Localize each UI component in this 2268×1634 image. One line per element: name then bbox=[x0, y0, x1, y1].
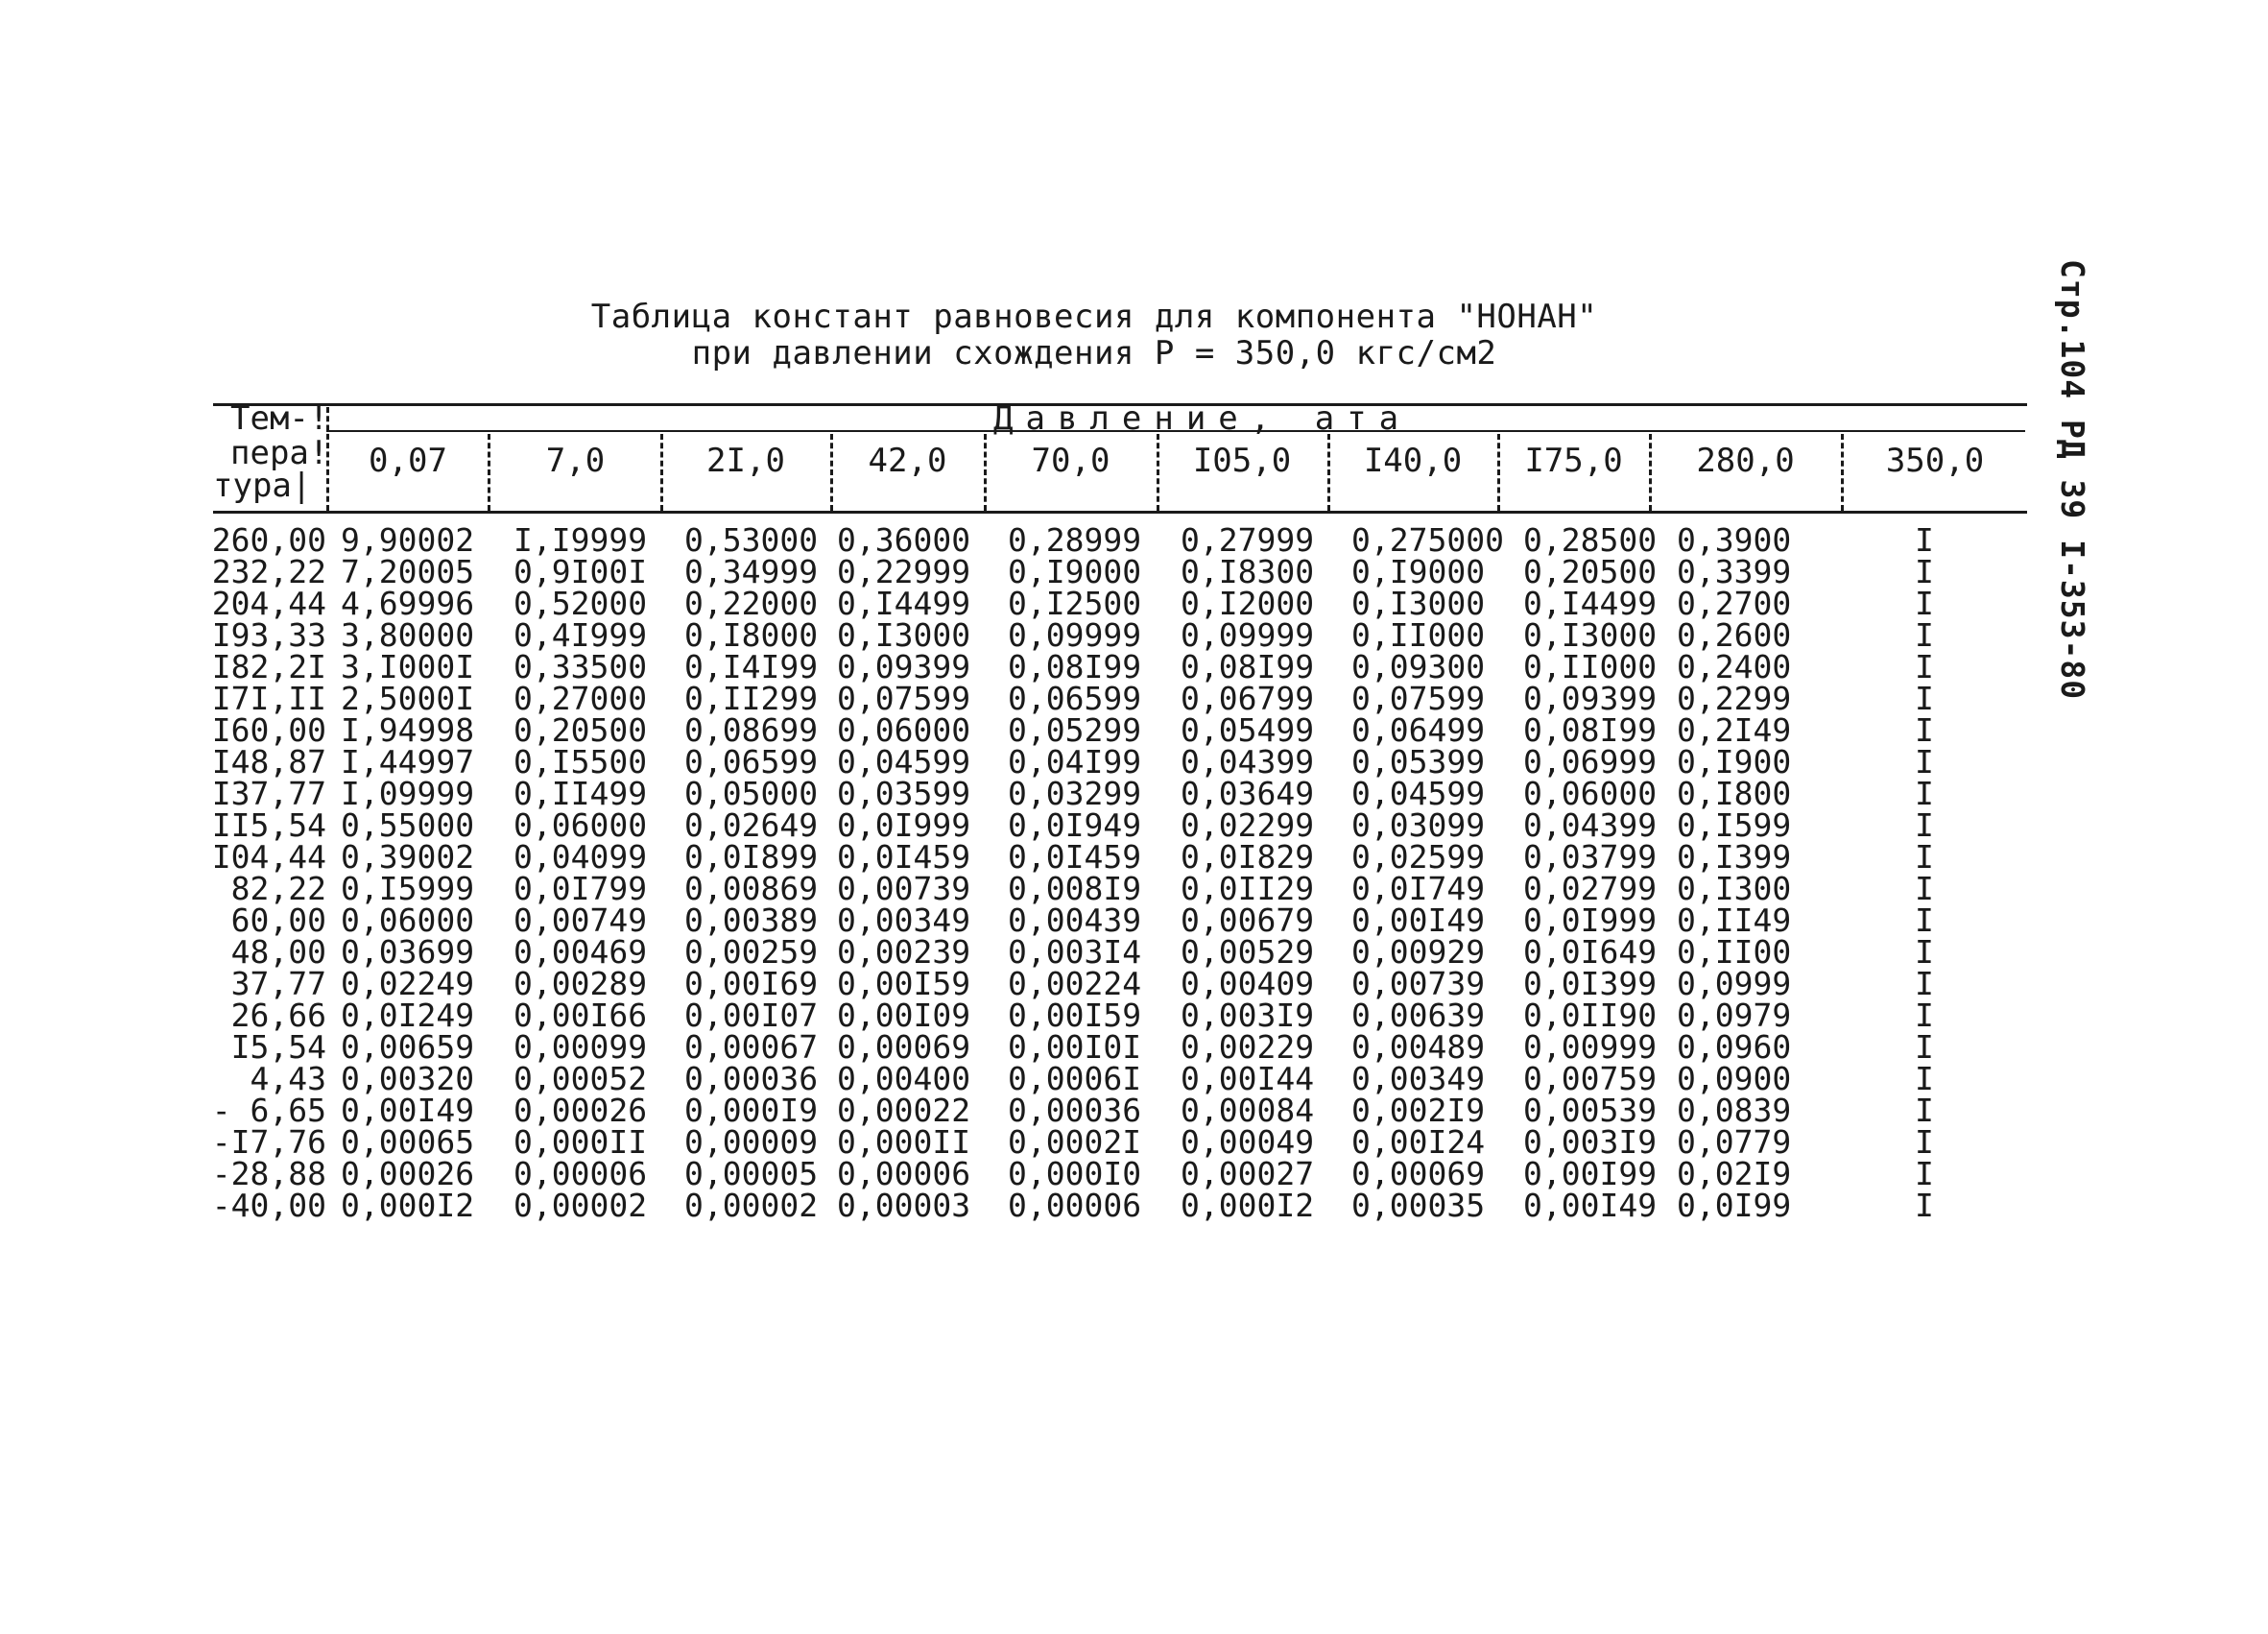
column-header: 0,07 bbox=[369, 442, 447, 480]
value-cell: 0,I5999 bbox=[341, 870, 475, 907]
value-cell: 0,05399 bbox=[1351, 743, 1486, 781]
value-cell: 0,000I2 bbox=[1181, 1187, 1315, 1224]
value-cell: I bbox=[1915, 680, 1934, 717]
value-cell: 0,00006 bbox=[513, 1155, 648, 1192]
value-cell: 0,2600 bbox=[1677, 616, 1792, 654]
value-cell: 0,05000 bbox=[684, 775, 819, 812]
value-cell: 0,I800 bbox=[1677, 775, 1792, 812]
value-cell: 0,000I2 bbox=[341, 1187, 475, 1224]
value-cell: I bbox=[1915, 743, 1934, 781]
value-cell: 0,0I459 bbox=[837, 838, 971, 876]
value-cell: 0,003I4 bbox=[1008, 933, 1142, 971]
value-cell: I bbox=[1915, 965, 1934, 1002]
value-cell: 0,2400 bbox=[1677, 648, 1792, 685]
value-cell: I bbox=[1915, 997, 1934, 1034]
temperature-cell: I5,54 bbox=[230, 1028, 326, 1066]
value-cell: 0,02649 bbox=[684, 806, 819, 844]
value-cell: 0,II299 bbox=[684, 680, 819, 717]
value-cell: 0,0I899 bbox=[684, 838, 819, 876]
value-cell: 0,0979 bbox=[1677, 997, 1792, 1034]
value-cell: I bbox=[1915, 838, 1934, 876]
value-cell: I bbox=[1915, 585, 1934, 622]
value-cell: 0,003I9 bbox=[1181, 997, 1315, 1034]
value-cell: 0,00224 bbox=[1008, 965, 1142, 1002]
value-cell: I bbox=[1915, 1123, 1934, 1161]
value-cell: 0,02799 bbox=[1523, 870, 1658, 907]
value-cell: 0,06000 bbox=[1523, 775, 1658, 812]
value-cell: 0,I9000 bbox=[1008, 553, 1142, 590]
value-cell: 0,4I999 bbox=[513, 616, 648, 654]
value-cell: 0,09399 bbox=[1523, 680, 1658, 717]
value-cell: 0,I3000 bbox=[1351, 585, 1486, 622]
value-cell: I,I9999 bbox=[513, 521, 648, 559]
value-cell: 0,52000 bbox=[513, 585, 648, 622]
value-cell: I bbox=[1915, 1092, 1934, 1129]
value-cell: 0,00I07 bbox=[684, 997, 819, 1034]
value-cell: 0,003I9 bbox=[1523, 1123, 1658, 1161]
value-cell: 0,03299 bbox=[1008, 775, 1142, 812]
value-cell: 0,0II90 bbox=[1523, 997, 1658, 1034]
value-cell: 0,000II bbox=[837, 1123, 971, 1161]
value-cell: 3,I000I bbox=[341, 648, 475, 685]
value-cell: I bbox=[1915, 616, 1934, 654]
value-cell: 0,00I0I bbox=[1008, 1028, 1142, 1066]
value-cell: I bbox=[1915, 711, 1934, 749]
value-cell: 0,I2000 bbox=[1181, 585, 1315, 622]
temperature-cell: 82,22 bbox=[230, 870, 326, 907]
value-cell: 0,00349 bbox=[837, 901, 971, 939]
temperature-cell: I48,87 bbox=[211, 743, 326, 781]
column-header: 42,0 bbox=[868, 442, 947, 480]
value-cell: 0,20500 bbox=[1523, 553, 1658, 590]
value-cell: 0,0I459 bbox=[1008, 838, 1142, 876]
value-cell: 0,275000 bbox=[1351, 521, 1504, 559]
pressure-header: Давление, ата bbox=[993, 399, 1412, 438]
value-cell: 0,00I24 bbox=[1351, 1123, 1486, 1161]
value-cell: 0,06599 bbox=[1008, 680, 1142, 717]
temperature-cell: I7I,II bbox=[211, 680, 326, 717]
temperature-cell: II5,54 bbox=[211, 806, 326, 844]
header-bottom-rule bbox=[213, 511, 2027, 514]
value-cell: 0,0900 bbox=[1677, 1060, 1792, 1097]
value-cell: 0,36000 bbox=[837, 521, 971, 559]
value-cell: 0,00229 bbox=[1181, 1028, 1315, 1066]
value-cell: 0,00I44 bbox=[1181, 1060, 1315, 1097]
column-header: I40,0 bbox=[1363, 442, 1463, 480]
temperature-cell: 37,77 bbox=[230, 965, 326, 1002]
value-cell: I,44997 bbox=[341, 743, 475, 781]
value-cell: 0,00320 bbox=[341, 1060, 475, 1097]
value-cell: 0,06799 bbox=[1181, 680, 1315, 717]
value-cell: 0,I4499 bbox=[1523, 585, 1658, 622]
value-cell: 0,00489 bbox=[1351, 1028, 1486, 1066]
temperature-cell: -28,88 bbox=[211, 1155, 326, 1192]
value-cell: 0,I399 bbox=[1677, 838, 1792, 876]
value-cell: 0,06000 bbox=[341, 901, 475, 939]
value-cell: 0,00036 bbox=[1008, 1092, 1142, 1129]
value-cell: I bbox=[1915, 901, 1934, 939]
value-cell: 0,00659 bbox=[341, 1028, 475, 1066]
value-cell: 0,09399 bbox=[837, 648, 971, 685]
value-cell: 0,00065 bbox=[341, 1123, 475, 1161]
value-cell: 0,09999 bbox=[1181, 616, 1315, 654]
value-cell: 0,00749 bbox=[513, 901, 648, 939]
value-cell: 0,00002 bbox=[684, 1187, 819, 1224]
value-cell: 0,0I399 bbox=[1523, 965, 1658, 1002]
value-cell: 0,06000 bbox=[837, 711, 971, 749]
value-cell: 0,00099 bbox=[513, 1028, 648, 1066]
value-cell: 0,I3000 bbox=[837, 616, 971, 654]
value-cell: 0,0I249 bbox=[341, 997, 475, 1034]
value-cell: 0,00I59 bbox=[1008, 997, 1142, 1034]
page-reference-label: Стр.104 РД 39 I-353-80 bbox=[2054, 259, 2091, 701]
value-cell: 0,0I649 bbox=[1523, 933, 1658, 971]
value-cell: 0,00084 bbox=[1181, 1092, 1315, 1129]
value-cell: 0,I599 bbox=[1677, 806, 1792, 844]
value-cell: 0,002I9 bbox=[1351, 1092, 1486, 1129]
value-cell: 0,00I69 bbox=[684, 965, 819, 1002]
temperature-cell: I82,2I bbox=[211, 648, 326, 685]
value-cell: 0,00679 bbox=[1181, 901, 1315, 939]
value-cell: 0,00067 bbox=[684, 1028, 819, 1066]
temperature-cell: I93,33 bbox=[211, 616, 326, 654]
value-cell: 0,04599 bbox=[837, 743, 971, 781]
value-cell: 0,000II bbox=[513, 1123, 648, 1161]
value-cell: 0,0I949 bbox=[1008, 806, 1142, 844]
value-cell: 0,00005 bbox=[684, 1155, 819, 1192]
value-cell: 0,00006 bbox=[837, 1155, 971, 1192]
temp-header-line-2: пера! bbox=[230, 434, 329, 472]
value-cell: 0,05499 bbox=[1181, 711, 1315, 749]
value-cell: 0,22999 bbox=[837, 553, 971, 590]
value-cell: 0,00009 bbox=[684, 1123, 819, 1161]
temperature-cell: - 6,65 bbox=[211, 1092, 326, 1129]
value-cell: I bbox=[1915, 870, 1934, 907]
temperature-cell: -40,00 bbox=[211, 1187, 326, 1224]
column-header: 280,0 bbox=[1696, 442, 1795, 480]
value-cell: 0,9I00I bbox=[513, 553, 648, 590]
value-cell: 0,00049 bbox=[1181, 1123, 1315, 1161]
value-cell: 0,02599 bbox=[1351, 838, 1486, 876]
value-cell: 0,0II29 bbox=[1181, 870, 1315, 907]
value-cell: 0,02249 bbox=[341, 965, 475, 1002]
value-cell: 0,06000 bbox=[513, 806, 648, 844]
value-cell: 0,2I49 bbox=[1677, 711, 1792, 749]
temperature-cell: -I7,76 bbox=[211, 1123, 326, 1161]
temperature-cell: 4,43 bbox=[250, 1060, 326, 1097]
value-cell: 0,I5500 bbox=[513, 743, 648, 781]
value-cell: 0,00239 bbox=[837, 933, 971, 971]
value-cell: 0,04099 bbox=[513, 838, 648, 876]
value-cell: I bbox=[1915, 553, 1934, 590]
value-cell: 0,00002 bbox=[513, 1187, 648, 1224]
value-cell: 0,02I9 bbox=[1677, 1155, 1792, 1192]
value-cell: 0,I4499 bbox=[837, 585, 971, 622]
value-cell: 0,08I99 bbox=[1523, 711, 1658, 749]
value-cell: 0,II00 bbox=[1677, 933, 1792, 971]
value-cell: 0,08I99 bbox=[1181, 648, 1315, 685]
value-cell: 7,20005 bbox=[341, 553, 475, 590]
value-cell: 0,00035 bbox=[1351, 1187, 1486, 1224]
value-cell: I bbox=[1915, 1155, 1934, 1192]
temperature-cell: 60,00 bbox=[230, 901, 326, 939]
value-cell: 0,II000 bbox=[1523, 648, 1658, 685]
table-title-line-1: Таблица констант равновесия для компонента "НОНАН" bbox=[590, 298, 1598, 336]
column-header: I75,0 bbox=[1524, 442, 1623, 480]
value-cell: 0,0960 bbox=[1677, 1028, 1792, 1066]
column-header: 350,0 bbox=[1885, 442, 1985, 480]
value-cell: 0,07599 bbox=[837, 680, 971, 717]
value-cell: 0,28500 bbox=[1523, 521, 1658, 559]
temperature-cell: 232,22 bbox=[211, 553, 326, 590]
value-cell: 0,00400 bbox=[837, 1060, 971, 1097]
value-cell: 0,000I9 bbox=[684, 1092, 819, 1129]
value-cell: 0,02299 bbox=[1181, 806, 1315, 844]
value-cell: 0,07599 bbox=[1351, 680, 1486, 717]
value-cell: 9,90002 bbox=[341, 521, 475, 559]
value-cell: 0,00026 bbox=[513, 1092, 648, 1129]
temperature-cell: 260,00 bbox=[211, 521, 326, 559]
value-cell: 0,00639 bbox=[1351, 997, 1486, 1034]
value-cell: 0,2700 bbox=[1677, 585, 1792, 622]
value-cell: I,94998 bbox=[341, 711, 475, 749]
value-cell: 0,00469 bbox=[513, 933, 648, 971]
value-cell: 0,00003 bbox=[837, 1187, 971, 1224]
value-cell: 0,05299 bbox=[1008, 711, 1142, 749]
value-cell: 0,00289 bbox=[513, 965, 648, 1002]
value-cell: 0,00929 bbox=[1351, 933, 1486, 971]
value-cell: 0,II000 bbox=[1351, 616, 1486, 654]
column-header: 2I,0 bbox=[706, 442, 785, 480]
value-cell: 2,5000I bbox=[341, 680, 475, 717]
value-cell: 0,I4I99 bbox=[684, 648, 819, 685]
value-cell: I bbox=[1915, 775, 1934, 812]
column-header: I05,0 bbox=[1192, 442, 1292, 480]
value-cell: 0,09300 bbox=[1351, 648, 1486, 685]
temperature-cell: I60,00 bbox=[211, 711, 326, 749]
value-cell: 0,39002 bbox=[341, 838, 475, 876]
value-cell: 0,53000 bbox=[684, 521, 819, 559]
value-cell: 0,00539 bbox=[1523, 1092, 1658, 1129]
column-header: 70,0 bbox=[1031, 442, 1110, 480]
value-cell: 0,00739 bbox=[837, 870, 971, 907]
value-cell: 0,I2500 bbox=[1008, 585, 1142, 622]
value-cell: 0,22000 bbox=[684, 585, 819, 622]
value-cell: 0,00739 bbox=[1351, 965, 1486, 1002]
value-cell: 0,0I799 bbox=[513, 870, 648, 907]
temperature-cell: I04,44 bbox=[211, 838, 326, 876]
value-cell: 0,00349 bbox=[1351, 1060, 1486, 1097]
value-cell: 0,03649 bbox=[1181, 775, 1315, 812]
value-cell: 0,00052 bbox=[513, 1060, 648, 1097]
value-cell: 0,00259 bbox=[684, 933, 819, 971]
value-cell: 0,20500 bbox=[513, 711, 648, 749]
value-cell: 0,06599 bbox=[684, 743, 819, 781]
value-cell: 0,34999 bbox=[684, 553, 819, 590]
value-cell: I bbox=[1915, 1028, 1934, 1066]
value-cell: 0,08699 bbox=[684, 711, 819, 749]
value-cell: 0,I3000 bbox=[1523, 616, 1658, 654]
value-cell: 0,33500 bbox=[513, 648, 648, 685]
column-header: 7,0 bbox=[545, 442, 606, 480]
value-cell: 0,04399 bbox=[1523, 806, 1658, 844]
value-cell: 0,00069 bbox=[837, 1028, 971, 1066]
value-cell: 0,04399 bbox=[1181, 743, 1315, 781]
value-cell: I bbox=[1915, 1187, 1934, 1224]
value-cell: 0,00I49 bbox=[1523, 1187, 1658, 1224]
value-cell: I bbox=[1915, 933, 1934, 971]
value-cell: 0,0999 bbox=[1677, 965, 1792, 1002]
temp-header-line-1: Тем-! bbox=[230, 399, 329, 438]
value-cell: 0,55000 bbox=[341, 806, 475, 844]
value-cell: 0,00I09 bbox=[837, 997, 971, 1034]
value-cell: I bbox=[1915, 521, 1934, 559]
temperature-cell: 48,00 bbox=[230, 933, 326, 971]
value-cell: 0,II499 bbox=[513, 775, 648, 812]
value-cell: 0,00529 bbox=[1181, 933, 1315, 971]
value-cell: 0,0002I bbox=[1008, 1123, 1142, 1161]
value-cell: 0,3900 bbox=[1677, 521, 1792, 559]
value-cell: 0,00022 bbox=[837, 1092, 971, 1129]
value-cell: 0,00759 bbox=[1523, 1060, 1658, 1097]
value-cell: 0,00I49 bbox=[1351, 901, 1486, 939]
value-cell: 0,000I0 bbox=[1008, 1155, 1142, 1192]
value-cell: 4,69996 bbox=[341, 585, 475, 622]
value-cell: 0,06999 bbox=[1523, 743, 1658, 781]
value-cell: 0,00036 bbox=[684, 1060, 819, 1097]
value-cell: 0,08I99 bbox=[1008, 648, 1142, 685]
value-cell: 0,00439 bbox=[1008, 901, 1142, 939]
value-cell: 0,28999 bbox=[1008, 521, 1142, 559]
value-cell: 0,2299 bbox=[1677, 680, 1792, 717]
value-cell: 0,0I999 bbox=[837, 806, 971, 844]
table-title-line-2: при давлении схождения Р = 350,0 кгс/см2 bbox=[691, 334, 1497, 372]
value-cell: 0,0779 bbox=[1677, 1123, 1792, 1161]
value-cell: 0,03799 bbox=[1523, 838, 1658, 876]
value-cell: 0,00999 bbox=[1523, 1028, 1658, 1066]
value-cell: 0,00409 bbox=[1181, 965, 1315, 1002]
value-cell: 0,04599 bbox=[1351, 775, 1486, 812]
value-cell: 0,00I66 bbox=[513, 997, 648, 1034]
value-cell: 0,00389 bbox=[684, 901, 819, 939]
value-cell: 0,I300 bbox=[1677, 870, 1792, 907]
value-cell: 0,00869 bbox=[684, 870, 819, 907]
value-cell: I bbox=[1915, 648, 1934, 685]
value-cell: 0,0I829 bbox=[1181, 838, 1315, 876]
value-cell: 0,09999 bbox=[1008, 616, 1142, 654]
value-cell: 0,00026 bbox=[341, 1155, 475, 1192]
value-cell: 0,03599 bbox=[837, 775, 971, 812]
value-cell: I,09999 bbox=[341, 775, 475, 812]
value-cell: 3,80000 bbox=[341, 616, 475, 654]
value-cell: 0,0006I bbox=[1008, 1060, 1142, 1097]
value-cell: 0,II49 bbox=[1677, 901, 1792, 939]
value-cell: 0,00I99 bbox=[1523, 1155, 1658, 1192]
value-cell: 0,03699 bbox=[341, 933, 475, 971]
temperature-cell: 204,44 bbox=[211, 585, 326, 622]
temperature-cell: 26,66 bbox=[230, 997, 326, 1034]
value-cell: 0,03099 bbox=[1351, 806, 1486, 844]
value-cell: I bbox=[1915, 806, 1934, 844]
value-cell: 0,06499 bbox=[1351, 711, 1486, 749]
temperature-cell: I37,77 bbox=[211, 775, 326, 812]
value-cell: 0,I900 bbox=[1677, 743, 1792, 781]
value-cell: 0,00027 bbox=[1181, 1155, 1315, 1192]
value-cell: 0,04I99 bbox=[1008, 743, 1142, 781]
value-cell: 0,3399 bbox=[1677, 553, 1792, 590]
value-cell: 0,00I49 bbox=[341, 1092, 475, 1129]
value-cell: I bbox=[1915, 1060, 1934, 1097]
value-cell: 0,I8000 bbox=[684, 616, 819, 654]
value-cell: 0,00I59 bbox=[837, 965, 971, 1002]
value-cell: 0,I8300 bbox=[1181, 553, 1315, 590]
value-cell: 0,0839 bbox=[1677, 1092, 1792, 1129]
value-cell: 0,0I749 bbox=[1351, 870, 1486, 907]
value-cell: 0,27000 bbox=[513, 680, 648, 717]
value-cell: 0,27999 bbox=[1181, 521, 1315, 559]
value-cell: 0,I9000 bbox=[1351, 553, 1486, 590]
value-cell: 0,00006 bbox=[1008, 1187, 1142, 1224]
value-cell: 0,0I999 bbox=[1523, 901, 1658, 939]
value-cell: 0,0I99 bbox=[1677, 1187, 1792, 1224]
value-cell: 0,008I9 bbox=[1008, 870, 1142, 907]
value-cell: 0,00069 bbox=[1351, 1155, 1486, 1192]
temp-header-line-3: тура| bbox=[213, 467, 312, 505]
